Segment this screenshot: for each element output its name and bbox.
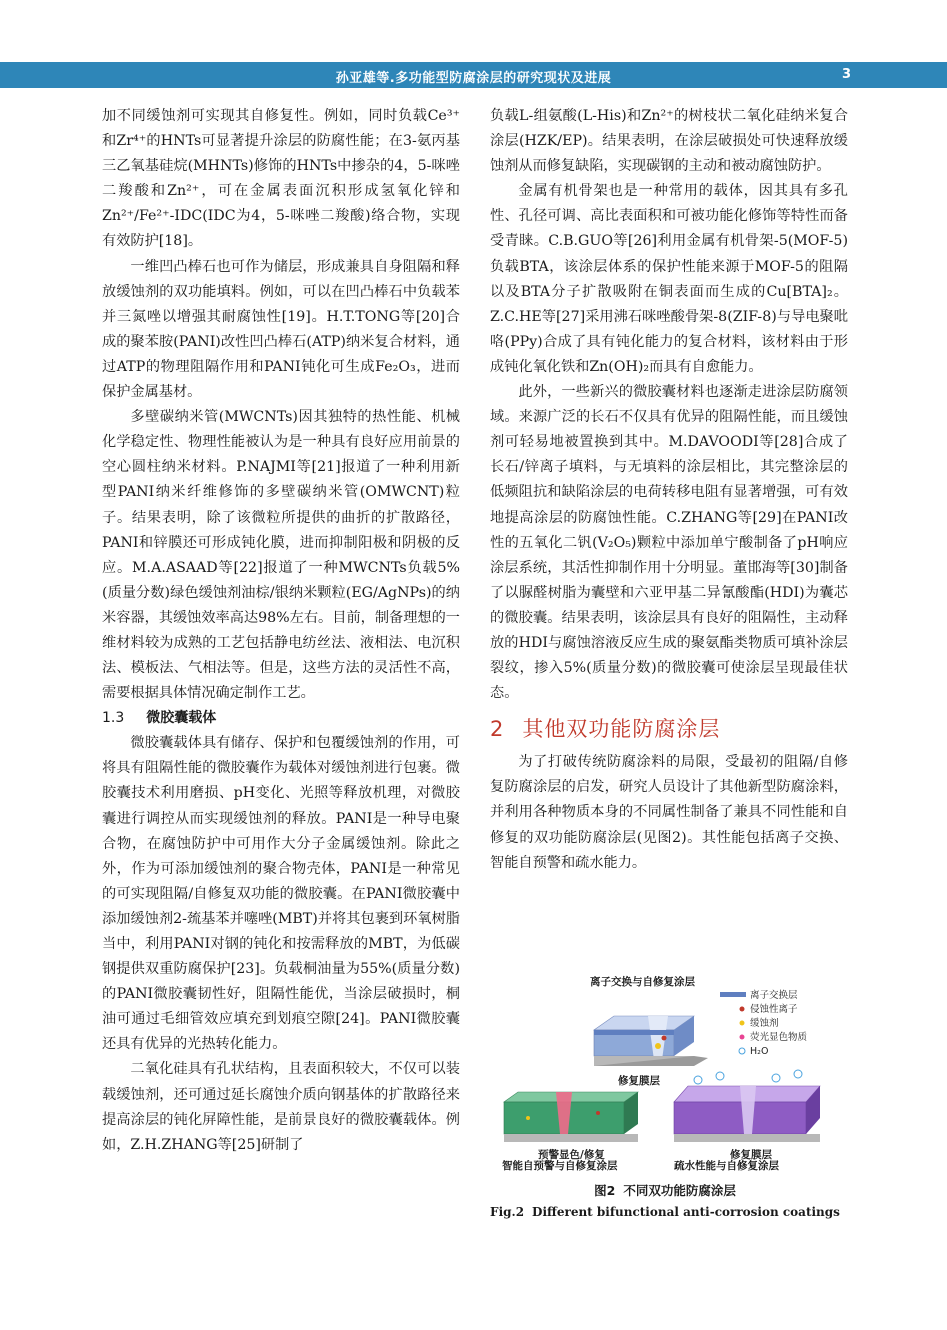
smart-warning-coating-illustration	[504, 1092, 638, 1142]
legend-item: 缓蚀剂	[750, 1018, 779, 1029]
paragraph: 为了打破传统防腐涂料的局限，受最初的阻隔/自修复防腐涂层的启发，研究人员设计了其他新型防腐涂料，并利用各种物质本身的不同属性制备了兼具不同性能和自修复的双功能防腐涂层(见图2)。其性能包括离子交换、智能自预警和疏水能力。	[490, 754, 848, 871]
legend-swatch	[740, 1035, 745, 1040]
figure-caption-en-text: Different bifunctional anti-corrosion coatings	[532, 1205, 840, 1219]
legend-swatch	[739, 1048, 745, 1054]
panel-left-title: 智能自预警与自修复涂层	[502, 1160, 618, 1172]
subsection-heading	[102, 706, 460, 731]
legend-item: H₂O	[750, 1046, 769, 1057]
legend-item: 侵蚀性离子	[750, 1004, 798, 1015]
paragraph: 加不同缓蚀剂可实现其自修复性。例如，同时负载Ce³⁺和Zr⁴⁺的HNTs可显著提升涂层的防腐性能；在3-氨丙基三乙氧基硅烷(MHNTs)修饰的HNTs中掺杂的4，5-咪唑二羧酸和Zn²⁺，可在金属表面沉积形成氢氧化锌和Zn²⁺/Fe²⁺-IDC(IDC为4，5-咪唑二羧酸)络合物，实现有效防护[18]。	[102, 108, 460, 250]
section-number: 2	[490, 717, 505, 742]
ion-exchange-coating-illustration	[594, 1016, 708, 1066]
legend-swatch	[740, 1007, 745, 1012]
subsection-number: 1.3	[102, 710, 125, 727]
panel-right-title: 疏水性能与自修复涂层	[674, 1160, 779, 1172]
running-title: 孙亚雄等.多功能型防腐涂层的研究现状及进展	[335, 71, 612, 86]
figure-number-zh: 图2	[594, 1183, 616, 1198]
figure-number-en: Fig.2	[490, 1205, 525, 1219]
section-heading	[490, 710, 848, 748]
legend-swatch	[740, 1021, 745, 1026]
paragraph: 多壁碳纳米管(MWCNTs)因其独特的热性能、机械化学稳定性、物理性能被认为是一种具有良好应用前景的空心圆柱纳米材料。P.NAJMI等[21]报道了一种利用新型PANI纳米纤维修饰的多壁碳纳米管(OMWCNT)粒子。结果表明，除了该微粒所提供的曲折的扩散路径，PANI和锌膜还可形成钝化膜，进而抑制阳极和阴极的反应。M.A.ASAAD等[22]报道了一种MWCNTs负载5%(质量分数)绿色缓蚀剂油棕/银纳米颗粒(EG/AgNPs)的纳米容器，其缓蚀效率高达98%左右。目前，制备理想的一维材料较为成熟的工艺包括静电纺丝法、液相法、电沉积法、模板法、气相法等。但是，这些方法的灵活性不高，需要根据具体情况确定制作工艺。	[102, 409, 460, 702]
figure-caption-zh	[490, 1181, 848, 1199]
legend-swatch	[720, 992, 746, 997]
figure-caption-en	[490, 1205, 848, 1219]
label-repair-top: 修复膜层	[618, 1075, 660, 1087]
legend-item: 荧光显色物质	[750, 1032, 808, 1043]
right-column	[490, 104, 848, 876]
label-repair-right: 修复膜层	[730, 1149, 772, 1161]
legend-item: 离子交换层	[750, 990, 798, 1001]
subsection-title: 微胶囊载体	[146, 710, 217, 727]
legend	[720, 989, 808, 1057]
paragraph: 二氧化硅具有孔状结构，且表面积较大，不仅可以装载缓蚀剂，还可通过延长腐蚀介质向钢基体的扩散路径来提高涂层的钝化屏障性能，是前景良好的微胶囊载体。例如，Z.H.ZHANG等[25]研制了	[102, 1061, 460, 1153]
paragraph: 此外，一些新兴的微胶囊材料也逐渐走进涂层防腐领域。来源广泛的长石不仅具有优异的阻隔性能，而且缓蚀剂可轻易地被置换到其中。M.DAVOODI等[28]合成了长石/锌离子填料，与无填料的涂层相比，其完整涂层的低频阻抗和缺陷涂层的电荷转移电阻有显著增强，可有效地提高涂层的防腐蚀性能。C.ZHANG等[29]在PANI改性的五氧化二钒(V₂O₅)颗粒中添加单宁酸制备了pH响应涂层系统，其活性抑制作用十分明显。董邯海等[30]制备了以脲醛树脂为囊壁和六亚甲基二异氰酸酯(HDI)为囊芯的微胶囊。结果表明，该涂层具有良好的阻隔性，主动释放的HDI与腐蚀溶液反应生成的聚氨酯类物质可填补涂层裂纹，掺入5%(质量分数)的微胶囊可使涂层呈现最佳状态。	[490, 384, 848, 702]
label-warning: 预警显色/修复	[538, 1149, 605, 1161]
paragraph: 负载L-组氨酸(L-His)和Zn²⁺的树枝状二氧化硅纳米复合涂层(HZK/EP)。结果表明，在涂层破损处可快速释放缓蚀剂从而修复缺陷，实现碳钢的主动和被动腐蚀防护。	[490, 108, 848, 175]
paragraph: 微胶囊载体具有储存、保护和包覆缓蚀剂的作用，可将具有阻隔性能的微胶囊作为载体对缓蚀剂进行包裹。微胶囊技术利用磨损、pH变化、光照等释放机理，对微胶囊进行调控从而实现缓蚀剂的释放。PANI是一种导电聚合物，在腐蚀防护中可用作大分子金属缓蚀剂。除此之外，作为可添加缓蚀剂的聚合物壳体，PANI是一种常见的可实现阻隔/自修复双功能的微胶囊。在PANI微胶囊中添加缓蚀剂2-巯基苯并噻唑(MBT)并将其包裹到环氧树脂当中，利用PANI对钢的钝化和按需释放的MBT，为低碳钢提供双重防腐保护[23]。负载桐油量为55%(质量分数)的PANI微胶囊韧性好，阻隔性能优，当涂层破损时，桐油可通过毛细管效应填充到划痕空隙[24]。PANI微胶囊还具有优异的光热转化能力。	[102, 735, 460, 1053]
paragraph: 金属有机骨架也是一种常用的载体，因其具有多孔性、孔径可调、高比表面积和可被功能化修饰等特性而备受青睐。C.B.GUO等[26]利用金属有机骨架-5(MOF-5)负载BTA，该涂层体系的保护性能来源于MOF-5的阻隔以及BTA分子扩散吸附在铜表面而生成的Cu[BTA]₂。Z.C.HE等[27]采用沸石咪唑酸骨架-8(ZIF-8)与导电聚吡咯(PPy)合成了具有钝化能力的复合材料，该材料由于形成钝化氧化铁和Zn(OH)₂而具有自愈能力。	[490, 183, 848, 375]
figure-2-diagram	[498, 968, 840, 1168]
paragraph: 一维凹凸棒石也可作为储层，形成兼具自身阻隔和释放缓蚀剂的双功能填料。例如，可以在凹凸棒石中负载苯并三氮唑以增强其耐腐蚀性[19]。H.T.TONG等[20]合成的聚苯胺(PANI)改性凹凸棒石(ATP)纳米复合材料，通过ATP的物理阻隔作用和PANI钝化可生成Fe₂O₃，进而保护金属基材。	[102, 258, 460, 401]
section-title: 其他双功能防腐涂层	[522, 717, 721, 742]
left-column	[102, 104, 460, 1158]
page-number: 3	[841, 67, 851, 82]
figure-caption-zh-text: 不同双功能防腐涂层	[623, 1183, 736, 1198]
panel-top-title: 离子交换与自修复涂层	[590, 976, 695, 988]
hydrophobic-coating-illustration	[674, 1070, 820, 1142]
